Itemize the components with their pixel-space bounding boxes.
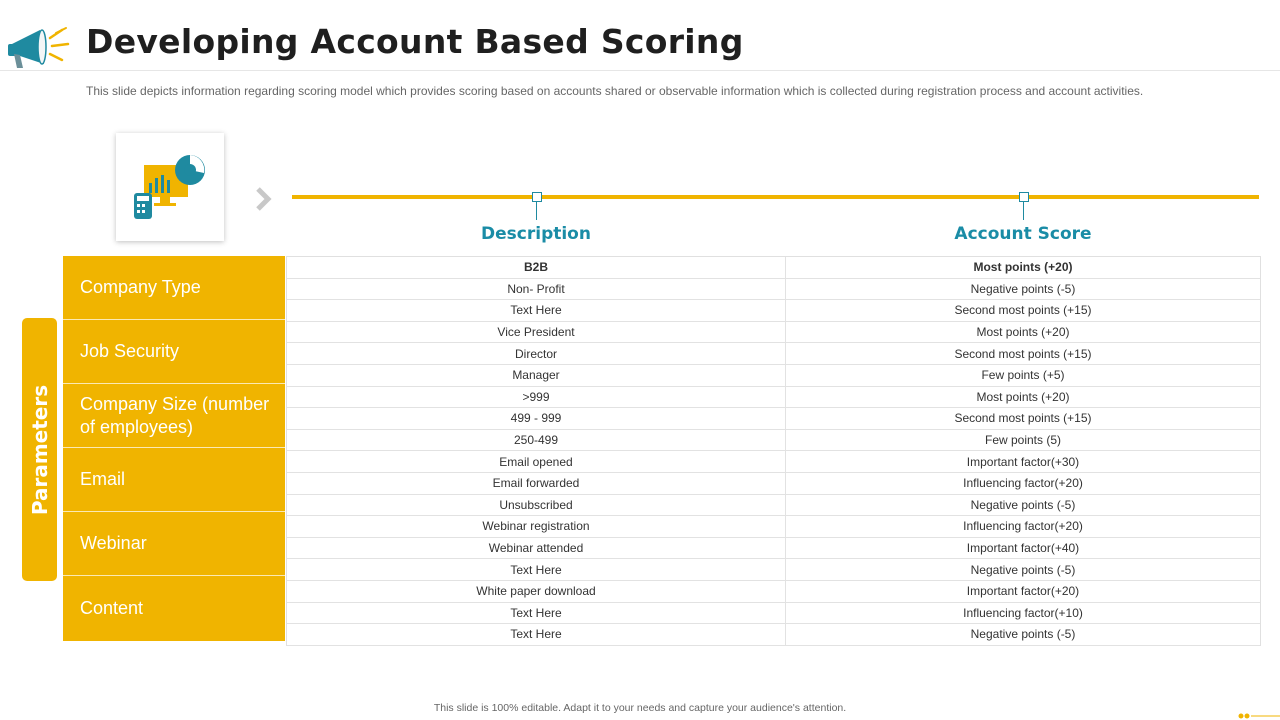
category-job-security: Job Security [63, 320, 285, 384]
category-company-size: Company Size (number of employees) [63, 384, 285, 448]
score-cell: Negative points (-5) [970, 627, 1076, 642]
score-cell: Influencing factor(+20) [963, 476, 1083, 491]
table-row [287, 343, 1260, 365]
description-cell: Email opened [287, 451, 786, 472]
chevron-right-icon [254, 186, 274, 212]
parameters-text: Parameters [27, 384, 52, 515]
description-cell: >999 [287, 387, 786, 408]
timeline-bar [292, 195, 1259, 199]
score-cell: Negative points (-5) [970, 562, 1076, 577]
table-row [287, 387, 1260, 409]
description-cell: Webinar attended [287, 538, 786, 559]
description-cell: 250-499 [287, 430, 786, 451]
score-cell: Few points (5) [984, 433, 1062, 448]
title-divider [0, 70, 1280, 71]
score-cell: Influencing factor(+10) [963, 605, 1083, 620]
timeline-connector [536, 202, 537, 220]
table-row [287, 257, 1260, 279]
scoring-table [286, 256, 1261, 646]
table-row [287, 365, 1260, 387]
score-cell: Negative points (-5) [970, 497, 1076, 512]
table-row [287, 581, 1260, 603]
timeline-connector [1023, 202, 1024, 220]
table-row [287, 538, 1260, 560]
score-cell: Negative points (-5) [970, 281, 1076, 296]
score-cell: Important factor(+30) [966, 454, 1080, 469]
table-row [287, 430, 1260, 452]
description-cell: Text Here [287, 559, 786, 580]
page-subtitle: This slide depicts information regarding scoring model which provides scoring based on accounts shared or observable information which is collected during registration process and account activities. [86, 84, 1144, 98]
score-cell: Most points (+20) [976, 325, 1070, 340]
description-cell: Text Here [287, 300, 786, 321]
description-cell: Email forwarded [287, 473, 786, 494]
footer-note: This slide is 100% editable. Adapt it to your needs and capture your audience's attention. [433, 702, 847, 714]
score-cell: Most points (+20) [973, 260, 1073, 275]
description-cell: 499 - 999 [287, 408, 786, 429]
table-row [287, 473, 1260, 495]
megaphone-icon [4, 22, 74, 81]
score-cell: Influencing factor(+20) [963, 519, 1083, 534]
description-cell: Text Here [287, 624, 786, 645]
table-row [287, 322, 1260, 344]
score-cell: Second most points (+15) [954, 411, 1092, 426]
description-cell: Webinar registration [287, 516, 786, 537]
parameters-label [22, 318, 57, 581]
category-column [63, 256, 285, 641]
corner-decoration [1238, 713, 1280, 719]
table-row [287, 300, 1260, 322]
analytics-card [116, 133, 224, 241]
description-cell: B2B [287, 257, 786, 278]
category-email: Email [63, 448, 285, 512]
score-cell: Few points (+5) [981, 368, 1065, 383]
table-row [287, 559, 1260, 581]
score-cell: Important factor(+20) [966, 584, 1080, 599]
page-title: Developing Account Based Scoring [86, 22, 744, 61]
table-row [287, 516, 1260, 538]
description-cell: Vice President [287, 322, 786, 343]
description-cell: White paper download [287, 581, 786, 602]
category-webinar: Webinar [63, 512, 285, 576]
account-score-header: Account Score [954, 224, 1092, 244]
description-cell: Text Here [287, 603, 786, 624]
table-row [287, 603, 1260, 625]
description-header: Description [481, 224, 591, 244]
category-company-type: Company Type [63, 256, 285, 320]
analytics-monitor-icon [132, 153, 208, 223]
description-cell: Unsubscribed [287, 495, 786, 516]
description-cell: Director [287, 343, 786, 364]
timeline-node [532, 192, 542, 202]
score-cell: Important factor(+40) [966, 541, 1080, 556]
score-cell: Second most points (+15) [954, 346, 1092, 361]
table-row [287, 624, 1260, 646]
description-cell: Manager [287, 365, 786, 386]
score-cell: Second most points (+15) [954, 303, 1092, 318]
description-cell: Non- Profit [287, 279, 786, 300]
table-row [287, 495, 1260, 517]
table-row [287, 279, 1260, 301]
score-cell: Most points (+20) [976, 389, 1070, 404]
table-row [287, 451, 1260, 473]
table-row [287, 408, 1260, 430]
category-content: Content [63, 576, 285, 641]
timeline-node [1019, 192, 1029, 202]
